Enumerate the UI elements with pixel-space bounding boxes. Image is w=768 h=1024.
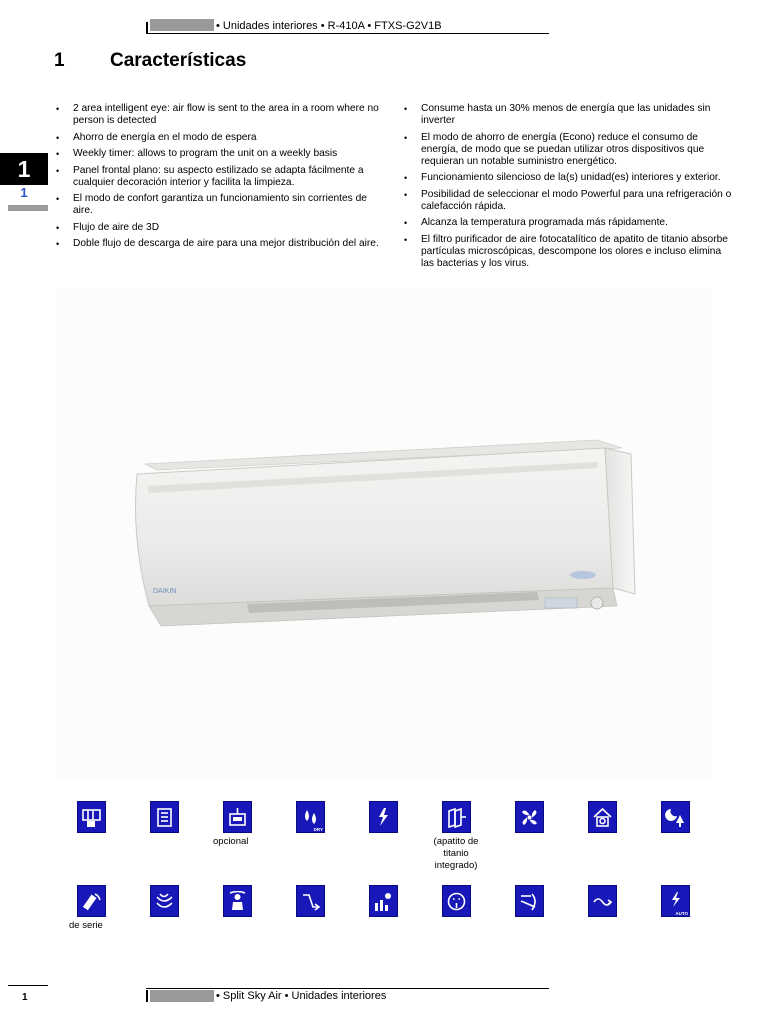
night-mode-icon — [661, 801, 690, 833]
weekly-timer-icon — [77, 801, 106, 833]
icon-caption: de serie — [69, 920, 103, 931]
icon-caption: opcional — [213, 836, 249, 847]
horizontal-flow-icon — [588, 885, 617, 917]
section-number: 1 — [54, 50, 65, 71]
intelligent-eye-icon — [223, 885, 252, 917]
features-right-list — [404, 103, 734, 274]
titanium-apatite-filter-icon — [442, 801, 471, 833]
footer-tick — [146, 990, 148, 1002]
auto-mode-icon — [661, 885, 690, 917]
footer-left-rule — [8, 985, 48, 986]
wired-remote-icon — [223, 801, 252, 833]
feature-item: • Weekly timer: allows to program the unit on a weekly basis — [56, 148, 386, 160]
silent-face-icon — [442, 885, 471, 917]
powerful-mode-icon — [369, 801, 398, 833]
comfort-airflow-icon — [150, 885, 179, 917]
header-text: • Unidades interiores • R-410A • FTXS-G2V1B — [216, 20, 442, 32]
feature-item: • Posibilidad de seleccionar el modo Powerful para una refrigeración o calefacción rápida. — [404, 189, 734, 213]
feature-item: • Ahorro de energía en el modo de espera — [56, 132, 386, 144]
chapter-tab-number: 1 — [0, 153, 48, 185]
feature-item: • El filtro purificador de aire fotocatalítico de apatito de titanio absorbe partículas microscópicas, descompone los olores e incluso elimina las bacterias y los virus. — [404, 234, 734, 270]
feature-item: • Flujo de aire de 3D — [56, 222, 386, 234]
section-title: Características — [110, 50, 247, 71]
dry-mode-icon — [296, 801, 325, 833]
footer-text: • Split Sky Air • Unidades interiores — [216, 990, 387, 1002]
feature-item: • Consume hasta un 30% menos de energía que las unidades sin inverter — [404, 103, 734, 127]
feature-item: • Alcanza la temperatura programada más rápidamente. — [404, 217, 734, 229]
quiet-night-icon — [369, 885, 398, 917]
icon-label: DRY — [313, 827, 323, 832]
icon-caption: (apatito de titanio integrado) — [433, 836, 479, 871]
chapter-tab-sub: 1 — [20, 185, 28, 200]
infrared-remote-icon — [77, 885, 106, 917]
footer-rule — [146, 988, 549, 989]
fan-icon — [515, 801, 544, 833]
auto-swing-icon — [515, 885, 544, 917]
footer-page-number: 1 — [22, 992, 28, 1003]
header-rule — [146, 33, 549, 34]
remote-list-icon — [150, 801, 179, 833]
chapter-tab-bar — [8, 205, 48, 211]
air-conditioner-image — [57, 288, 712, 778]
product-photo — [57, 288, 712, 778]
home-leave-icon — [588, 801, 617, 833]
header-grey-block — [150, 19, 214, 31]
footer-grey-block — [150, 990, 214, 1002]
feature-item: • 2 area intelligent eye: air flow is sent to the area in a room where no person is detected — [56, 103, 386, 127]
feature-item: • El modo de ahorro de energía (Econo) reduce el consumo de energía, de modo que se puedan utilizar otros dispositivos que requieran un notable suministro energético. — [404, 132, 734, 168]
feature-item: • Funcionamiento silencioso de la(s) unidad(es) interiores y exterior. — [404, 172, 734, 184]
feature-item: • El modo de confort garantiza un funcionamiento sin corrientes de aire. — [56, 193, 386, 217]
features-left-list — [56, 103, 386, 255]
vertical-swing-icon — [296, 885, 325, 917]
product-brand: DAIKIN — [153, 588, 177, 595]
feature-item: • Doble flujo de descarga de aire para una mejor distribución del aire. — [56, 238, 386, 250]
icon-label: AUTO — [675, 911, 688, 916]
feature-item: • Panel frontal plano: su aspecto estilizado se adapta fácilmente a cualquier decoración interior y facilita la limpieza. — [56, 165, 386, 189]
